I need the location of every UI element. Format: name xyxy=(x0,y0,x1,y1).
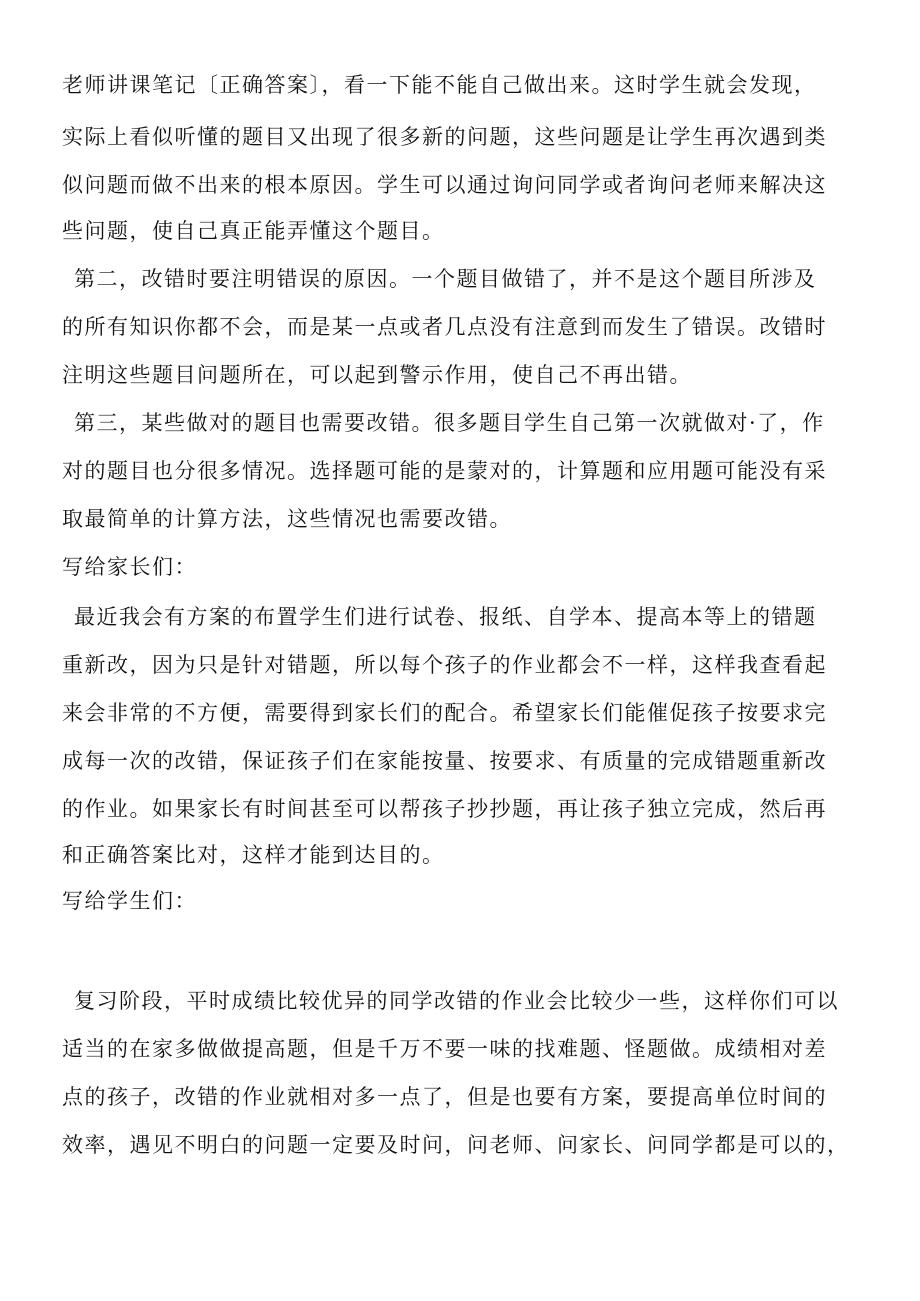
text-line: 复习阶段，平时成绩比较优异的同学改错的作业会比较少一些，这样你们可以 xyxy=(74,989,839,1013)
text-line: 第二，改错时要注明错误的原因。一个题目做错了，并不是这个题目所涉及 xyxy=(74,267,817,291)
section-heading: 写给学生们： xyxy=(62,889,197,913)
text-line: 重新改，因为只是针对错题，所以每个孩子的作业都会不一样，这样我查看起 xyxy=(62,653,827,677)
text-line: 的所有知识你都不会，而是某一点或者几点没有注意到而发生了错误。改错时 xyxy=(62,315,827,339)
text-line: 取最简单的计算方法，这些情况也需要改错。 xyxy=(62,507,512,531)
text-line: 适当的在家多做做提高题，但是千万不要一味的找难题、怪题做。成绩相对差 xyxy=(62,1037,827,1061)
text-line: 点的孩子，改错的作业就相对多一点了，但是也要有方案，要提高单位时间的 xyxy=(62,1085,827,1109)
text-line: 和正确答案比对，这样才能到达目的。 xyxy=(62,843,445,867)
text-line: 效率，遇见不明白的问题一定要及时问，问老师、问家长、问同学都是可以的， xyxy=(62,1133,850,1157)
text-line: 注明这些题目问题所在，可以起到警示作用，使自己不再出错。 xyxy=(62,363,692,387)
text-line: 对的题目也分很多情况。选择题可能的是蒙对的，计算题和应用题可能没有采 xyxy=(62,459,827,483)
text-line: 最近我会有方案的布置学生们进行试卷、报纸、自学本、提高本等上的错题 xyxy=(74,605,817,629)
text-line: 成每一次的改错，保证孩子们在家能按量、按要求、有质量的完成错题重新改 xyxy=(62,749,827,773)
text-line: 来会非常的不方便，需要得到家长们的配合。希望家长们能催促孩子按要求完 xyxy=(62,701,827,725)
text-line: 第三，某些做对的题目也需要改错。很多题目学生自己第一次就做对·了，作 xyxy=(74,411,825,435)
text-line: 老师讲课笔记〔正确答案〕，看一下能不能自己做出来。这时学生就会发现， xyxy=(62,73,817,97)
text-line: 似问题而做不出来的根本原因。学生可以通过询问同学或者询问老师来解决这 xyxy=(62,173,827,197)
text-line: 些问题，使自己真正能弄懂这个题目。 xyxy=(62,219,445,243)
text-line: 的作业。如果家长有时间甚至可以帮孩子抄抄题，再让孩子独立完成，然后再 xyxy=(62,797,827,821)
text-line: 实际上看似听懂的题目又出现了很多新的问题，这些问题是让学生再次遇到类 xyxy=(62,125,827,149)
section-heading: 写给家长们： xyxy=(62,555,197,579)
